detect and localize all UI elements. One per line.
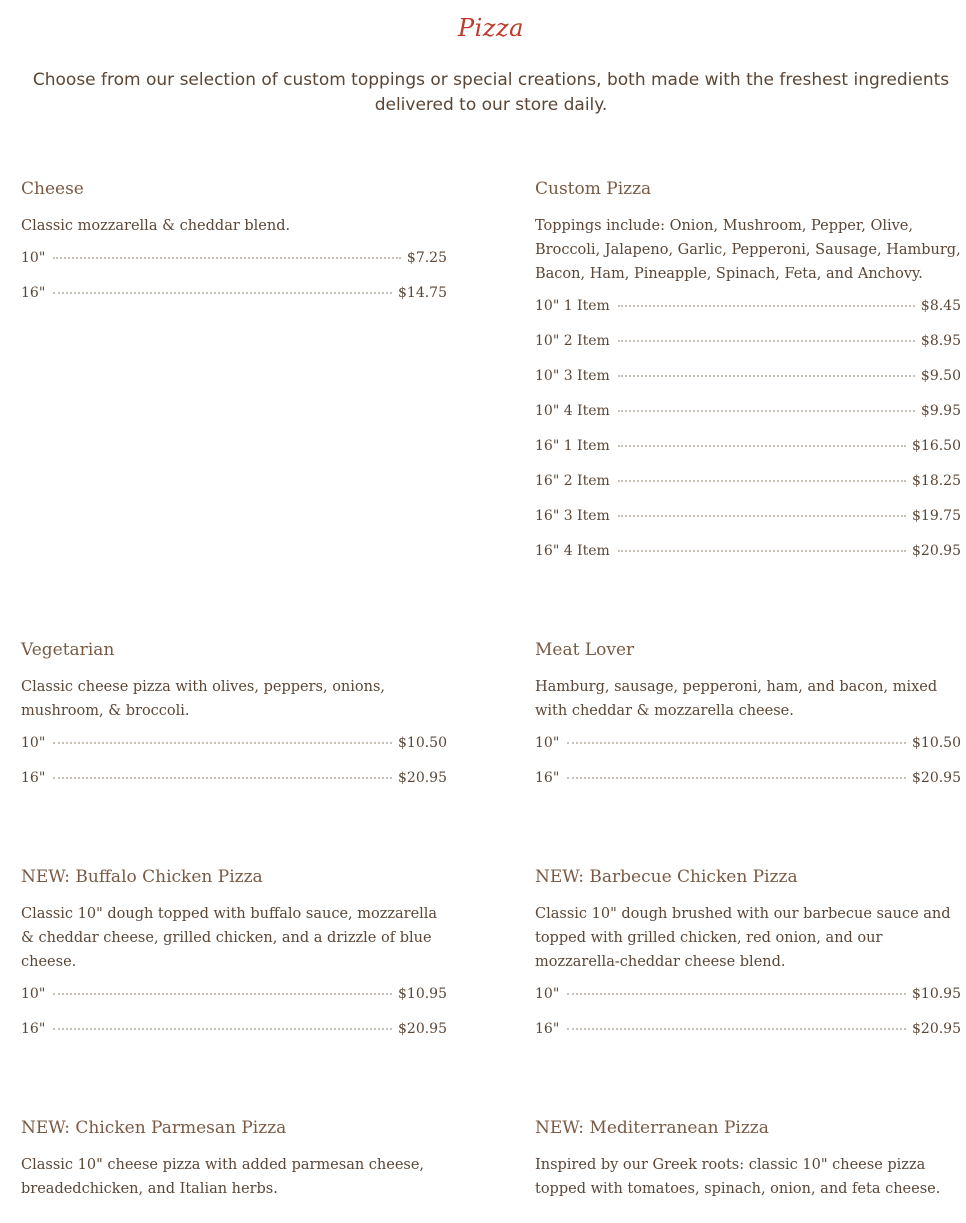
size-label: 10" 4 Item [535, 403, 610, 419]
size-label: 10" 1 Item [535, 298, 610, 314]
menu-item-vegetarian [21, 639, 447, 805]
dot-leader [618, 340, 915, 342]
size-label: 16" [21, 770, 46, 786]
item-description: Classic 10" cheese pizza with added parmesan cheese, breadedchicken, and Italian herbs. [21, 1157, 425, 1197]
dot-leader [618, 445, 906, 447]
item-name: Vegetarian [21, 640, 115, 660]
price-value: $10.95 [398, 986, 447, 1002]
price-value: $20.95 [398, 1021, 447, 1037]
item-name: NEW: Chicken Parmesan Pizza [21, 1118, 287, 1138]
price-row [535, 298, 961, 333]
menu-item-barbecue-chicken [535, 866, 961, 1056]
menu-item-custom-pizza [535, 178, 961, 578]
price-value: $16.50 [912, 438, 961, 454]
item-name: Cheese [21, 179, 84, 199]
item-description: Classic 10" dough topped with buffalo sauce, mozzarella & cheddar cheese, grilled chicken, and a drizzle of blue cheese. [21, 906, 438, 970]
price-row [21, 1021, 447, 1056]
dot-leader [618, 375, 915, 377]
item-name: Custom Pizza [535, 179, 652, 199]
price-value: $8.45 [920, 298, 961, 314]
price-row [535, 1021, 961, 1056]
price-row [535, 368, 961, 403]
menu-item-chicken-parmesan [21, 1117, 447, 1213]
size-label: 10" [21, 735, 46, 751]
item-description: Hamburg, sausage, pepperoni, ham, and bacon, mixed with cheddar & mozzarella cheese. [535, 679, 938, 719]
price-value: $14.75 [398, 285, 447, 301]
dot-leader [567, 777, 906, 779]
dot-leader [53, 993, 392, 995]
price-row [535, 770, 961, 805]
dot-leader [567, 993, 906, 995]
price-row [21, 770, 447, 805]
price-value: $20.95 [912, 1021, 961, 1037]
dot-leader [53, 292, 392, 294]
menu-item-mediterranean [535, 1117, 961, 1213]
item-name: NEW: Barbecue Chicken Pizza [535, 867, 798, 887]
price-value: $19.75 [912, 508, 961, 524]
menu-item-cheese [21, 178, 447, 320]
price-value: $20.95 [912, 543, 961, 559]
item-name: NEW: Mediterranean Pizza [535, 1118, 769, 1138]
size-label: 10" [21, 986, 46, 1002]
price-row [21, 285, 447, 320]
dot-leader [618, 515, 906, 517]
price-row [535, 473, 961, 508]
menu-intro: Choose from our selection of custom toppings or special creations, both made with the freshest ingredients delivered to our store daily. [32, 70, 950, 115]
price-value: $9.95 [920, 403, 961, 419]
price-row [535, 508, 961, 543]
price-value: $8.95 [920, 333, 961, 349]
size-label: 10" [21, 250, 46, 266]
dot-leader [567, 742, 906, 744]
menu-item-meat-lover [535, 639, 961, 805]
size-label: 10" 2 Item [535, 333, 610, 349]
item-description: Toppings include: Onion, Mushroom, Pepper, Olive, Broccoli, Jalapeno, Garlic, Pepperoni, Sausage, Hamburg, Bacon, Ham, Pineapple, Spinach, Feta, and Anchovy. [535, 218, 961, 282]
price-value: $10.50 [398, 735, 447, 751]
size-label: 16" 1 Item [535, 438, 610, 454]
price-row [21, 986, 447, 1021]
price-row [535, 333, 961, 368]
price-row [21, 735, 447, 770]
price-row [535, 438, 961, 473]
price-value: $7.25 [406, 250, 447, 266]
page-title: Pizza [458, 14, 524, 42]
price-row [21, 250, 447, 285]
size-label: 16" 4 Item [535, 543, 610, 559]
price-row [535, 986, 961, 1021]
size-label: 16" [535, 1021, 560, 1037]
dot-leader [53, 777, 392, 779]
item-description: Inspired by our Greek roots: classic 10" cheese pizza topped with tomatoes, spinach, onion, and feta cheese. [535, 1157, 941, 1197]
item-name: Meat Lover [535, 640, 635, 660]
price-value: $10.50 [912, 735, 961, 751]
price-row [535, 403, 961, 438]
dot-leader [618, 410, 915, 412]
price-value: $20.95 [398, 770, 447, 786]
price-row [535, 735, 961, 770]
item-description: Classic mozzarella & cheddar blend. [21, 218, 291, 234]
size-label: 16" 2 Item [535, 473, 610, 489]
size-label: 16" [21, 285, 46, 301]
size-label: 10" [535, 986, 560, 1002]
size-label: 10" [535, 735, 560, 751]
dot-leader [567, 1028, 906, 1030]
dot-leader [53, 742, 392, 744]
item-name: NEW: Buffalo Chicken Pizza [21, 867, 263, 887]
item-description: Classic cheese pizza with olives, peppers, onions, mushroom, & broccoli. [21, 679, 386, 719]
item-description: Classic 10" dough brushed with our barbecue sauce and topped with grilled chicken, red onion, and our mozzarella-cheddar cheese blend. [535, 906, 951, 970]
dot-leader [618, 305, 915, 307]
price-value: $20.95 [912, 770, 961, 786]
menu-item-buffalo-chicken [21, 866, 447, 1056]
price-row [535, 543, 961, 578]
size-label: 10" 3 Item [535, 368, 610, 384]
dot-leader [53, 1028, 392, 1030]
dot-leader [618, 550, 906, 552]
dot-leader [618, 480, 906, 482]
size-label: 16" 3 Item [535, 508, 610, 524]
price-value: $10.95 [912, 986, 961, 1002]
price-value: $18.25 [912, 473, 961, 489]
size-label: 16" [535, 770, 560, 786]
size-label: 16" [21, 1021, 46, 1037]
dot-leader [53, 257, 401, 259]
price-value: $9.50 [920, 368, 961, 384]
